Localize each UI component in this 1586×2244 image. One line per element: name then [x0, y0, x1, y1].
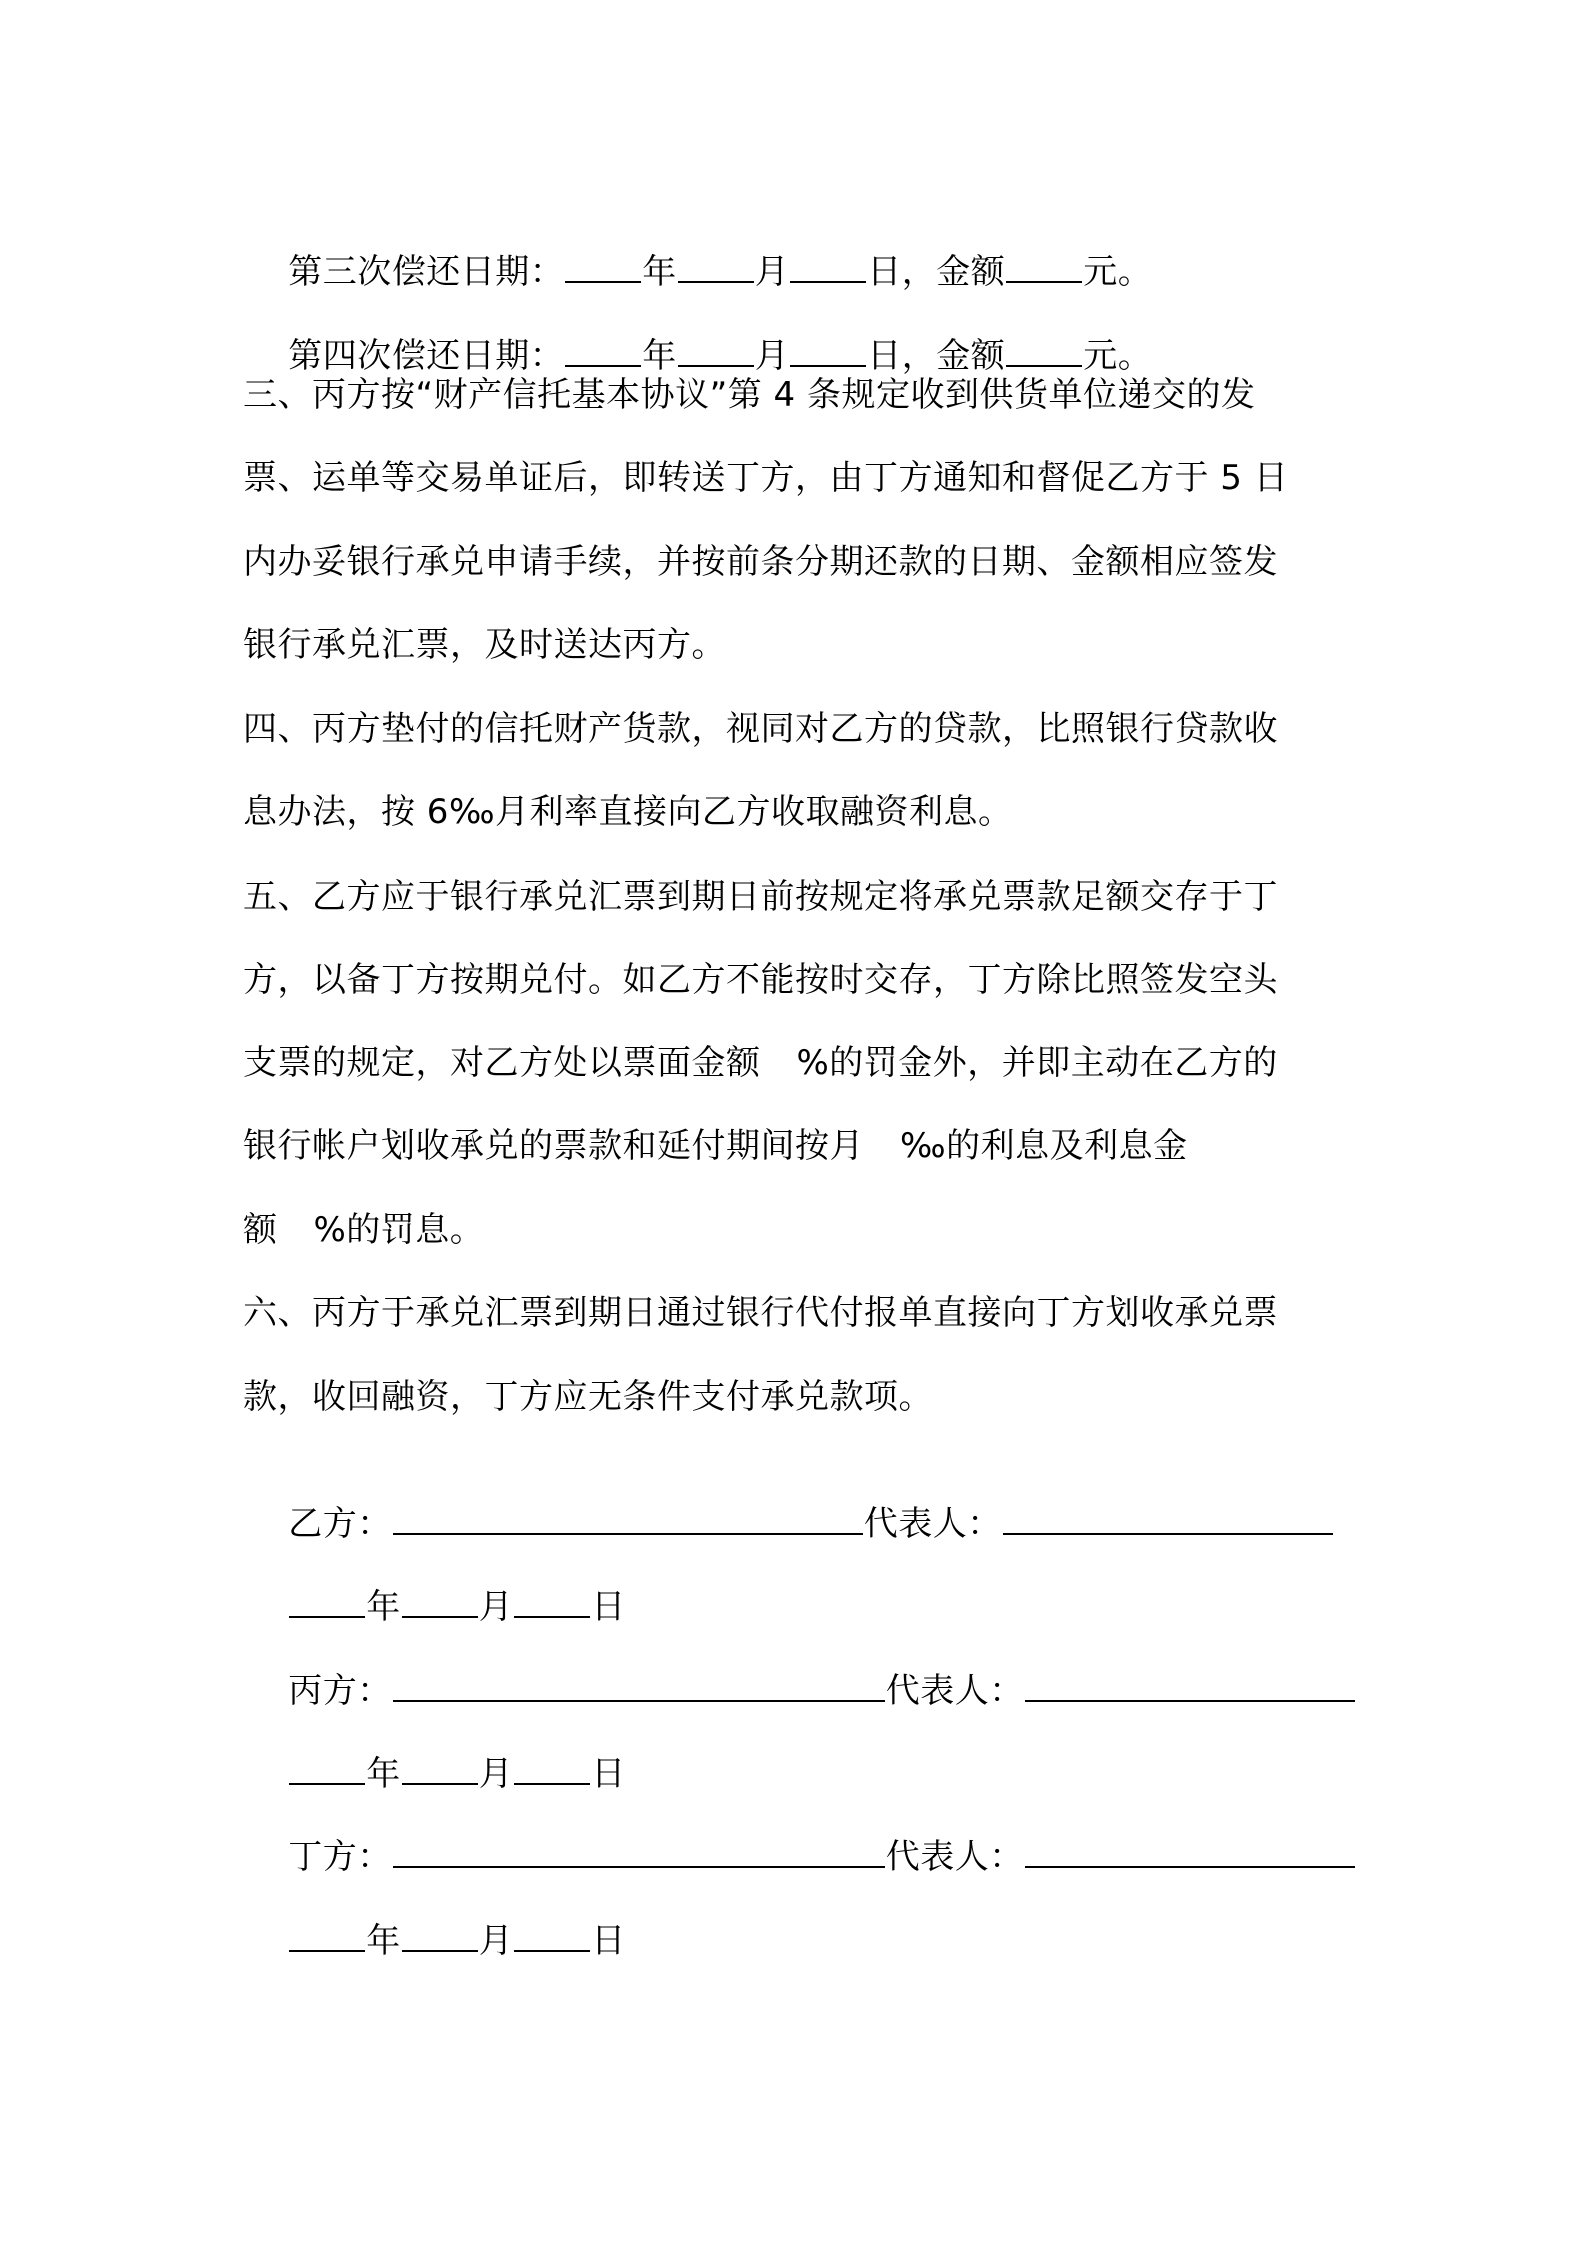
clause-5-line [243, 1208, 484, 1252]
year-label: 年 [366, 1921, 401, 1961]
repayment-label: 第四次偿还日期： [288, 336, 565, 376]
party-name-blank[interactable] [393, 1670, 885, 1702]
representative-label: 代表人： [885, 1837, 1024, 1877]
month-label: 月 [754, 252, 790, 292]
year-blank[interactable] [565, 335, 641, 367]
month-blank[interactable] [402, 1920, 478, 1952]
party-name-blank[interactable] [393, 1836, 885, 1868]
year-blank[interactable] [289, 1920, 365, 1952]
clause-3-line: 内办妥银行承兑申请手续，并按前条分期还款的日期、金额相应签发 [243, 542, 1278, 582]
day-amount-label: 日，金额 [867, 252, 1006, 292]
unit-label: 元。 [1083, 252, 1153, 292]
month-label: 月 [478, 1754, 514, 1794]
clause-text: 支票的规定，对乙方处以票面金额 [243, 1043, 761, 1083]
month-label: 月 [478, 1587, 514, 1627]
month-blank[interactable] [402, 1753, 478, 1785]
clause-text: 银行帐户划收承兑的票款和延付期间按月 [243, 1126, 864, 1166]
month-blank[interactable] [678, 335, 754, 367]
amount-blank[interactable] [1006, 251, 1082, 283]
year-blank[interactable] [289, 1586, 365, 1618]
month-label: 月 [754, 336, 790, 376]
amount-blank[interactable] [1006, 335, 1082, 367]
clause-5-line: 方，以备丁方按期兑付。如乙方不能按时交存，丁方除比照签发空头 [243, 960, 1278, 1000]
day-label: 日 [591, 1921, 626, 1961]
month-blank[interactable] [402, 1586, 478, 1618]
day-label: 日 [591, 1754, 626, 1794]
clause-6-line: 款，收回融资，丁方应无条件支付承兑款项。 [243, 1377, 933, 1417]
day-blank[interactable] [790, 251, 866, 283]
month-blank[interactable] [678, 251, 754, 283]
clause-text: %的罚金外，并即主动在乙方的 [796, 1043, 1278, 1083]
representative-label: 代表人： [863, 1504, 1002, 1544]
month-label: 月 [478, 1921, 514, 1961]
clause-4-line: 息办法，按 6‰月利率直接向乙方收取融资利息。 [243, 792, 1013, 832]
clause-4-line: 四、丙方垫付的信托财产货款，视同对乙方的贷款，比照银行贷款收 [243, 709, 1278, 749]
representative-blank[interactable] [1025, 1670, 1355, 1702]
party-name-blank[interactable] [393, 1503, 863, 1535]
clause-5-line [243, 1041, 1278, 1085]
year-label: 年 [366, 1587, 401, 1627]
clause-text: 额 [243, 1210, 278, 1250]
year-label: 年 [642, 336, 677, 376]
day-amount-label: 日，金额 [867, 336, 1006, 376]
representative-label: 代表人： [885, 1671, 1024, 1711]
clause-5-line: 五、乙方应于银行承兑汇票到期日前按规定将承兑票款足额交存于丁 [243, 877, 1278, 917]
signature-date-ding [243, 1875, 626, 2007]
day-label: 日 [591, 1587, 626, 1627]
clause-3-line: 银行承兑汇票，及时送达丙方。 [243, 625, 726, 665]
unit-label: 元。 [1083, 336, 1153, 376]
clause-3-line: 三、丙方按“财产信托基本协议”第 4 条规定收到供货单位递交的发 [243, 375, 1256, 415]
party-label: 乙方： [288, 1504, 392, 1544]
clause-3-line: 票、运单等交易单证后，即转送丁方，由丁方通知和督促乙方于 5 日 [243, 458, 1289, 498]
clause-text: %的罚息。 [313, 1210, 485, 1250]
party-label: 丙方： [288, 1671, 392, 1711]
clause-5-line [243, 1124, 1188, 1168]
party-label: 丁方： [288, 1837, 392, 1877]
year-label: 年 [642, 252, 677, 292]
clause-6-line: 六、丙方于承兑汇票到期日通过银行代付报单直接向丁方划收承兑票 [243, 1293, 1278, 1333]
year-blank[interactable] [565, 251, 641, 283]
day-blank[interactable] [514, 1920, 590, 1952]
year-label: 年 [366, 1754, 401, 1794]
day-blank[interactable] [514, 1586, 590, 1618]
clause-text: ‰的利息及利息金 [900, 1126, 1188, 1166]
year-blank[interactable] [289, 1753, 365, 1785]
day-blank[interactable] [790, 335, 866, 367]
day-blank[interactable] [514, 1753, 590, 1785]
representative-blank[interactable] [1025, 1836, 1355, 1868]
representative-blank[interactable] [1003, 1503, 1333, 1535]
repayment-label: 第三次偿还日期： [288, 252, 565, 292]
